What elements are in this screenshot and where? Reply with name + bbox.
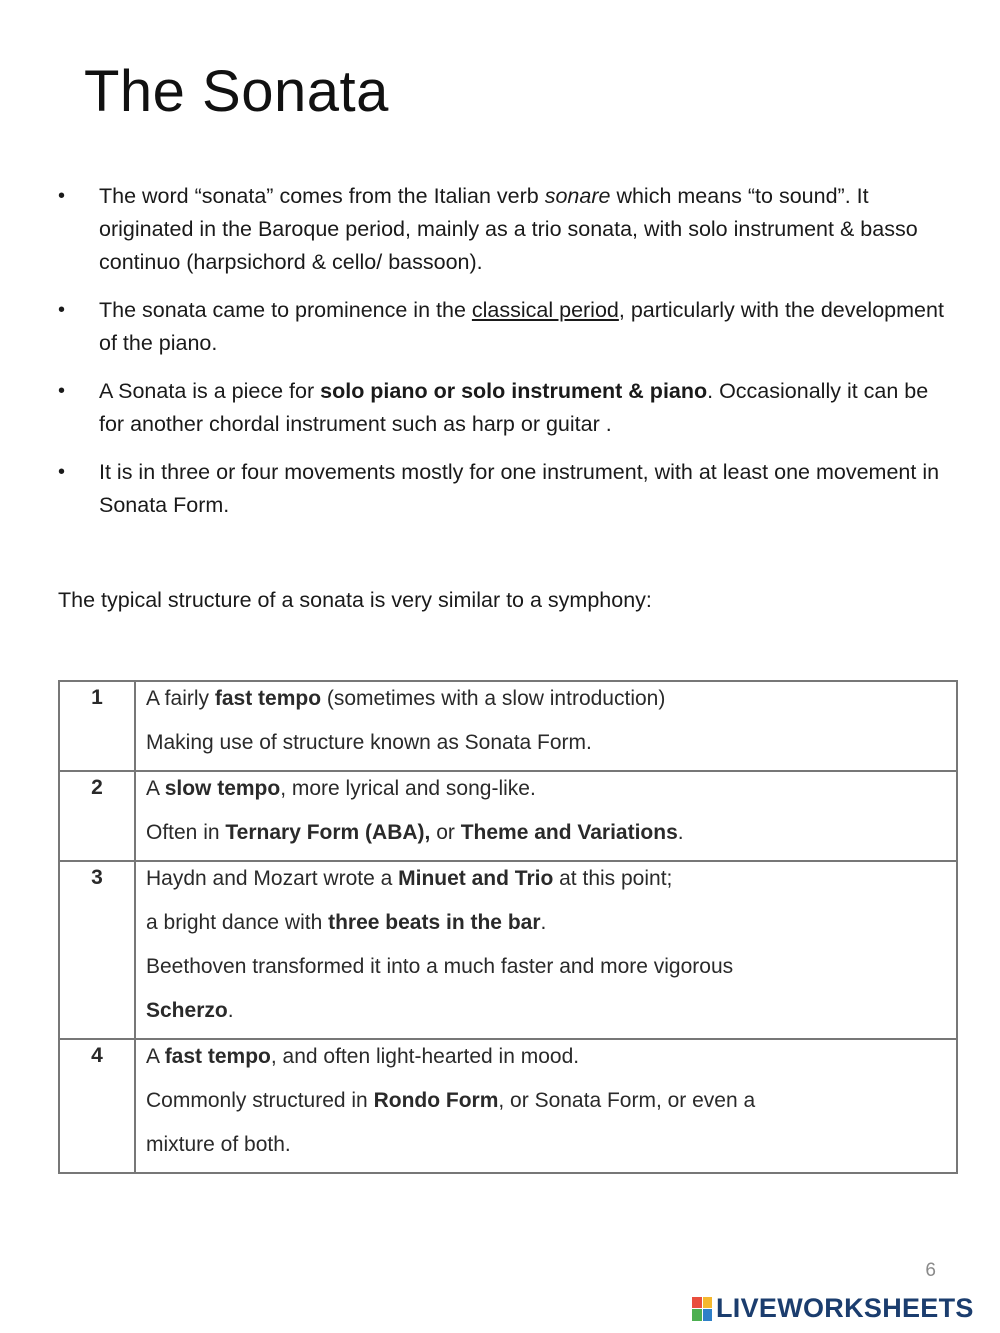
bullet-text: . Occasionally it can be for another chordal instrument such as harp or guitar . [99, 379, 929, 436]
bullet-item [58, 294, 948, 360]
description-line [146, 774, 946, 818]
line-bold: Minuet and Trio [398, 867, 554, 890]
table-row [59, 1039, 957, 1173]
bullet-text: which means “to sound”. It originated in the Baroque period, mainly as a trio sonata, with solo instrument & basso continuo (harpsichord & cello/ bassoon). [99, 184, 918, 274]
logo-square [692, 1309, 702, 1321]
page-number: 6 [925, 1260, 936, 1281]
line-bold: Scherzo [146, 999, 228, 1022]
description-line [146, 684, 946, 728]
line-bold: Rondo Form [373, 1089, 499, 1112]
line-bold: Theme and Variations [460, 821, 678, 844]
line-text: , or Sonata Form, or even a [498, 1089, 756, 1112]
liveworksheets-logo [692, 1293, 974, 1324]
movement-description [135, 771, 957, 861]
line-text: Often in [146, 821, 226, 844]
movement-description [135, 681, 957, 771]
line-bold: fast tempo [164, 1045, 271, 1068]
logo-square [703, 1309, 713, 1321]
bullet-italic: sonare [544, 184, 611, 208]
line-text: a bright dance with [146, 911, 329, 934]
line-bold: fast tempo [214, 687, 322, 710]
bullet-glyph: • [58, 461, 66, 483]
description-line [146, 818, 946, 852]
description-line [146, 1130, 946, 1164]
bullet-text: It is in three or four movements mostly for one instrument, with at least one movement in Sonata Form. [99, 460, 940, 517]
line-text: A [146, 1045, 165, 1068]
line-text: , more lyrical and song-like. [280, 777, 536, 800]
bullet-glyph: • [58, 185, 66, 207]
logo-icon [692, 1297, 712, 1321]
movement-number: 1 [59, 681, 135, 771]
description-line [146, 996, 946, 1030]
logo-text: LIVEWORKSHEETS [716, 1293, 974, 1323]
movement-description [135, 861, 957, 1039]
description-line [146, 728, 946, 762]
movement-description [135, 1039, 957, 1173]
page-title: The Sonata [84, 59, 389, 124]
bullet-text: A Sonata is a piece for [99, 379, 321, 403]
line-text: Making use of structure known as Sonata Form. [146, 731, 592, 754]
line-bold: three beats in the bar [328, 911, 541, 934]
description-line [146, 908, 946, 952]
line-text: . [677, 821, 684, 844]
description-line [146, 864, 946, 908]
bullet-glyph: • [58, 380, 66, 402]
line-text: A [146, 777, 165, 800]
line-text: (sometimes with a slow introduction) [321, 687, 666, 710]
line-text: A fairly [146, 687, 215, 710]
movement-number: 4 [59, 1039, 135, 1173]
line-text: . [540, 911, 547, 934]
bullet-glyph: • [58, 299, 66, 321]
line-text: at this point; [553, 867, 673, 890]
bullet-text: The sonata came to prominence in the [99, 298, 472, 322]
line-text: mixture of both. [146, 1133, 291, 1156]
bullet-bold: solo piano or solo instrument & piano [320, 379, 708, 403]
line-text: . [227, 999, 234, 1022]
line-text: Beethoven transformed it into a much faster and more vigorous [146, 955, 734, 978]
line-text: Haydn and Mozart wrote a [146, 867, 399, 890]
bullet-text: The word “sonata” comes from the Italian verb [99, 184, 545, 208]
structure-table [58, 680, 958, 1174]
movement-number: 2 [59, 771, 135, 861]
bullet-underline: classical period [471, 298, 619, 322]
bullet-item [58, 375, 948, 441]
line-bold: slow tempo [164, 777, 281, 800]
intro-text: The typical structure of a sonata is very similar to a symphony: [58, 588, 652, 612]
description-line [146, 952, 946, 996]
line-text: Commonly structured in [146, 1089, 374, 1112]
bullet-item [58, 180, 948, 279]
table-row [59, 771, 957, 861]
movement-number: 3 [59, 861, 135, 1039]
description-line [146, 1042, 946, 1086]
line-text: , and often light-hearted in mood. [270, 1045, 580, 1068]
bullet-list [58, 180, 948, 537]
logo-square [703, 1297, 713, 1309]
bullet-item [58, 456, 948, 522]
logo-square [692, 1297, 702, 1309]
line-text: or [430, 821, 461, 844]
table-row [59, 681, 957, 771]
bullet-text: , particularly with the development of the piano. [99, 298, 944, 355]
line-bold: Ternary Form (ABA), [225, 821, 431, 844]
table-row [59, 861, 957, 1039]
description-line [146, 1086, 946, 1130]
